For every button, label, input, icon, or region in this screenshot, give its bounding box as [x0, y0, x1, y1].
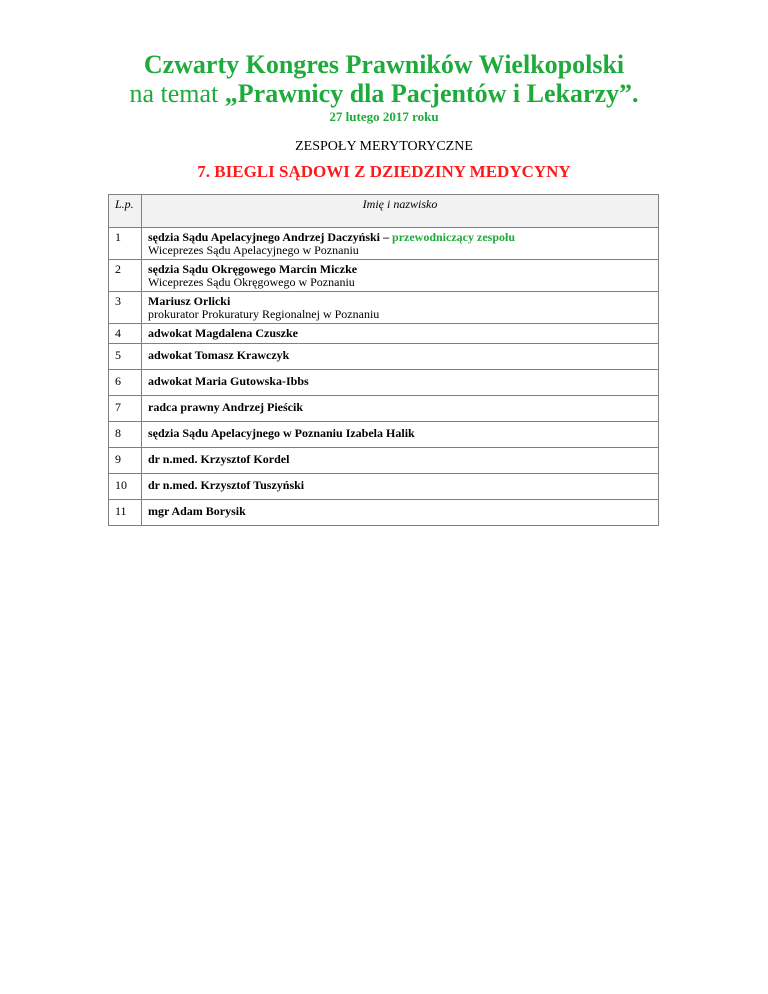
row-member [142, 422, 659, 448]
header-lp: L.p. [109, 195, 142, 228]
row-number: 5 [109, 344, 142, 370]
table-row [109, 344, 659, 370]
member-name: dr n.med. Krzysztof Kordel [148, 452, 290, 466]
member-name: sędzia Sądu Okręgowego Marcin Miczke [148, 262, 358, 276]
row-number: 7 [109, 396, 142, 422]
member-description: prokurator Prokuratury Regionalnej w Poznaniu [148, 307, 380, 321]
row-member [142, 260, 659, 292]
row-number: 3 [109, 292, 142, 324]
header-name: Imię i nazwisko [142, 195, 659, 228]
table-row [109, 474, 659, 500]
row-number: 10 [109, 474, 142, 500]
table-row [109, 448, 659, 474]
member-description: Wiceprezes Sądu Okręgowego w Poznaniu [148, 275, 355, 289]
row-number: 9 [109, 448, 142, 474]
document-title: Czwarty Kongres Prawników Wielkopolski [143, 50, 625, 79]
member-name: Mariusz Orlicki [148, 294, 231, 308]
member-description: Wiceprezes Sądu Apelacyjnego w Poznaniu [148, 243, 359, 257]
row-number: 1 [109, 228, 142, 260]
member-name: radca prawny Andrzej Pieścik [148, 400, 303, 414]
subtitle-prefix: na temat [129, 79, 225, 108]
table-header-row [109, 195, 659, 228]
row-number: 11 [109, 500, 142, 526]
row-member [142, 370, 659, 396]
row-member [142, 292, 659, 324]
row-member [142, 396, 659, 422]
row-number: 8 [109, 422, 142, 448]
table-row [109, 396, 659, 422]
subtitle-main: „Prawnicy dla Pacjentów i Lekarzy”. [224, 79, 639, 108]
event-date: 27 lutego 2017 roku [329, 109, 439, 124]
row-member [142, 500, 659, 526]
member-name: mgr Adam Borysik [148, 504, 246, 518]
team-heading: 7. BIEGLI SĄDOWI Z DZIEDZINY MEDYCYNY [197, 162, 571, 181]
member-name: adwokat Maria Gutowska-Ibbs [148, 374, 309, 388]
table-row [109, 260, 659, 292]
row-member [142, 448, 659, 474]
table-row [109, 370, 659, 396]
table-row [109, 292, 659, 324]
table-row [109, 228, 659, 260]
row-member [142, 228, 659, 260]
member-name: sędzia Sądu Apelacyjnego w Poznaniu Izabela Halik [148, 426, 415, 440]
row-number: 6 [109, 370, 142, 396]
row-number: 4 [109, 324, 142, 344]
table-row [109, 500, 659, 526]
row-member [142, 324, 659, 344]
member-role: przewodniczący zespołu [392, 230, 515, 244]
row-number: 2 [109, 260, 142, 292]
section-heading: ZESPOŁY MERYTORYCZNE [295, 139, 473, 154]
table-row [109, 422, 659, 448]
table-row [109, 324, 659, 344]
member-name: adwokat Magdalena Czuszke [148, 326, 299, 340]
row-member [142, 474, 659, 500]
member-name: dr n.med. Krzysztof Tuszyński [148, 478, 305, 492]
member-name: adwokat Tomasz Krawczyk [148, 348, 290, 362]
member-name: sędzia Sądu Apelacyjnego Andrzej Daczyński – [148, 230, 393, 244]
document-subtitle [0, 79, 768, 109]
row-member [142, 344, 659, 370]
members-table [108, 194, 659, 526]
